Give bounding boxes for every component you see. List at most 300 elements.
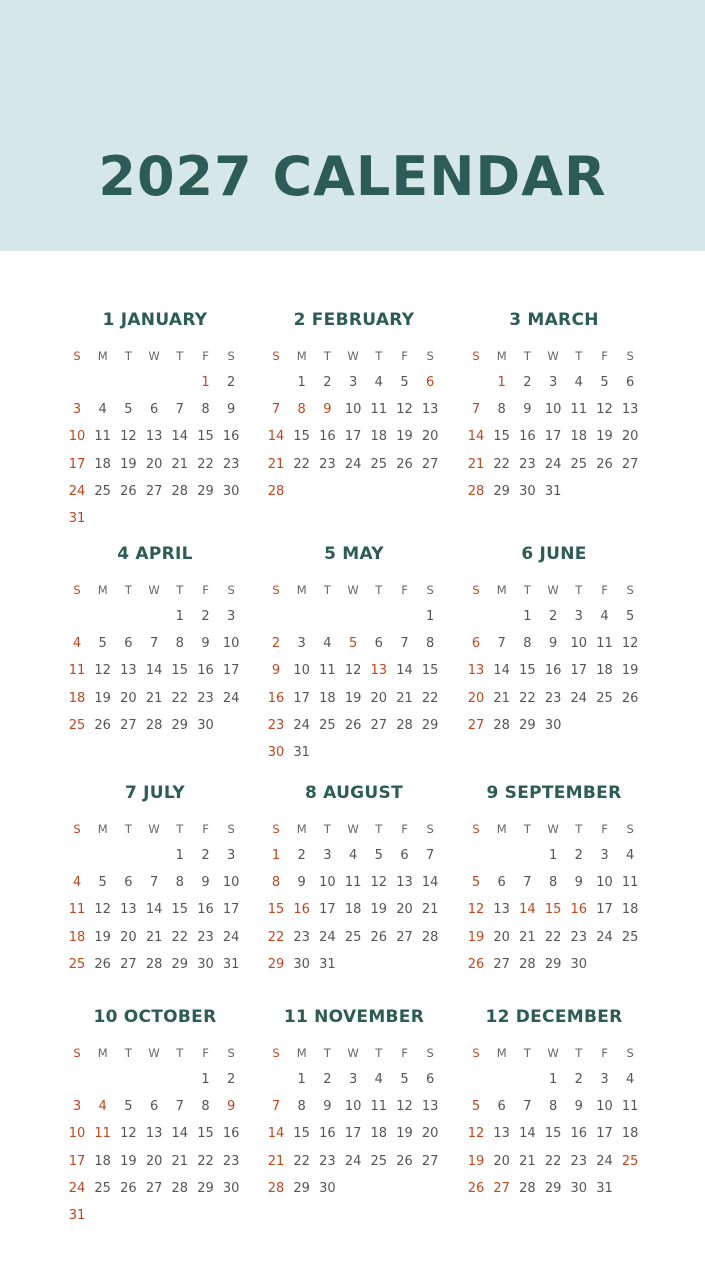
day-cell: 11 — [596, 636, 613, 652]
month-title — [64, 543, 246, 565]
weekday-label: M — [97, 583, 108, 597]
day-cell: 10 — [596, 1099, 613, 1115]
day-cell: 22 — [293, 1153, 310, 1169]
weekday-label: T — [176, 822, 184, 836]
day-cell: 4 — [323, 636, 332, 652]
month-name: SEPTEMBER — [504, 783, 622, 803]
month-name: MARCH — [527, 310, 599, 330]
day-cell: 15 — [493, 429, 510, 445]
day-cell: 4 — [626, 1072, 635, 1087]
weekday-label: T — [375, 349, 383, 363]
weekday-label: M — [97, 349, 108, 363]
day-cell: 17 — [319, 902, 336, 918]
weekday-label: S — [73, 583, 81, 597]
day-cell: 5 — [98, 875, 107, 891]
month-title — [263, 782, 445, 804]
day-cell: 14 — [171, 429, 189, 445]
weekday-label: S — [426, 1046, 434, 1060]
month-title — [463, 1006, 645, 1028]
weekday-label: W — [547, 583, 559, 597]
day-cell: 24 — [222, 929, 240, 945]
day-cell: 11 — [370, 1099, 388, 1115]
day-cell: 12 — [396, 1099, 413, 1115]
day-cell: 31 — [222, 956, 240, 972]
day-cell: 29 — [544, 1180, 562, 1196]
day-cell: 21 — [519, 929, 536, 945]
day-cell: 23 — [570, 1153, 588, 1169]
day-cell: 30 — [570, 1180, 588, 1196]
day-cell: 4 — [600, 609, 609, 624]
day-cell: 23 — [267, 717, 285, 733]
day-cell: 11 — [68, 902, 86, 918]
weekday-label: S — [426, 349, 434, 363]
day-cell: 21 — [145, 690, 163, 706]
day-cell: 14 — [145, 663, 163, 679]
weekday-label: F — [601, 349, 608, 363]
month-title — [263, 1006, 445, 1028]
weekday-label: W — [148, 583, 160, 597]
weekday-label: S — [626, 583, 634, 597]
day-cell: 22 — [197, 456, 214, 472]
day-cell: 19 — [396, 429, 413, 445]
weekday-label: S — [472, 1046, 480, 1060]
day-cell: 22 — [544, 1153, 562, 1169]
day-cell: 13 — [120, 663, 137, 679]
day-cell: 28 — [519, 1180, 536, 1196]
day-cell: 19 — [596, 429, 613, 445]
day-cell: 30 — [267, 745, 285, 760]
weekday-label: W — [547, 1046, 559, 1060]
day-cell: 1 — [523, 609, 532, 624]
day-cell: 4 — [98, 1099, 107, 1115]
day-cell: 17 — [222, 902, 240, 918]
weekday-label: S — [426, 822, 434, 836]
day-cell: 11 — [94, 429, 111, 445]
day-cell: 25 — [370, 456, 388, 472]
day-cell: 13 — [493, 902, 510, 918]
month-name: NOVEMBER — [314, 1007, 425, 1027]
day-cell: 28 — [145, 717, 163, 733]
weekday-label: T — [523, 583, 531, 597]
day-cell: 14 — [396, 663, 413, 679]
weekday-label: F — [601, 1046, 608, 1060]
day-cell: 31 — [293, 745, 310, 760]
day-cell: 7 — [471, 402, 481, 418]
day-cell: 23 — [197, 690, 214, 706]
day-cell: 17 — [68, 456, 86, 472]
day-cell: 12 — [467, 1126, 485, 1142]
day-cell: 30 — [519, 483, 536, 499]
weekday-label: T — [124, 349, 132, 363]
day-cell: 17 — [68, 1153, 86, 1169]
day-cell: 21 — [493, 690, 510, 706]
day-cell: 16 — [267, 690, 285, 706]
day-cell: 29 — [544, 956, 562, 972]
month-number: 1 — [102, 310, 115, 330]
month-number: 7 — [125, 783, 138, 803]
day-cell: 26 — [94, 956, 111, 972]
day-cell: 18 — [344, 902, 362, 918]
month-name: FEBRUARY — [311, 310, 415, 330]
day-cell: 17 — [222, 663, 240, 679]
day-cell: 28 — [467, 483, 485, 499]
weekday-label: T — [575, 1046, 583, 1060]
day-cell: 12 — [467, 902, 485, 918]
day-cell: 20 — [493, 1153, 510, 1169]
day-cell: 7 — [175, 402, 184, 418]
day-cell: 19 — [467, 1153, 485, 1169]
day-cell: 7 — [523, 875, 532, 891]
day-cell: 10 — [222, 636, 240, 652]
day-cell: 2 — [323, 375, 332, 390]
month-number: 11 — [283, 1007, 309, 1027]
day-cell: 9 — [323, 402, 332, 418]
day-cell: 1 — [497, 375, 506, 390]
day-cell: 26 — [120, 483, 137, 499]
weekday-label: T — [176, 1046, 184, 1060]
day-cell: 18 — [68, 690, 86, 706]
day-cell: 13 — [467, 663, 485, 679]
day-cell: 19 — [621, 663, 639, 679]
day-cell: 14 — [267, 1126, 285, 1142]
day-cell: 24 — [319, 929, 336, 945]
weekday-label: M — [296, 349, 307, 363]
day-cell: 5 — [124, 402, 133, 418]
weekday-label: T — [124, 583, 132, 597]
day-cell: 31 — [319, 956, 336, 972]
day-cell: 13 — [421, 1099, 439, 1115]
weekday-label: S — [73, 822, 81, 836]
day-cell: 15 — [293, 429, 310, 445]
day-cell: 29 — [421, 717, 439, 733]
weekday-label: T — [375, 822, 383, 836]
day-cell: 9 — [201, 875, 210, 891]
day-cell: 28 — [396, 717, 413, 733]
weekday-label: T — [375, 583, 383, 597]
day-cell: 14 — [519, 1126, 536, 1142]
day-cell: 15 — [293, 1126, 310, 1142]
day-cell: 21 — [467, 456, 485, 472]
day-cell: 12 — [120, 1126, 137, 1142]
day-cell: 9 — [227, 1099, 236, 1115]
day-cell: 23 — [319, 1153, 336, 1169]
day-cell: 18 — [596, 663, 613, 679]
day-cell: 4 — [348, 848, 358, 863]
day-cell: 27 — [145, 1180, 163, 1196]
day-cell: 19 — [120, 456, 137, 472]
day-cell: 7 — [523, 1099, 532, 1115]
day-cell: 13 — [421, 402, 439, 418]
month-name: AUGUST — [323, 783, 403, 803]
day-cell: 19 — [467, 929, 485, 945]
day-cell: 10 — [68, 429, 86, 445]
day-cell: 13 — [145, 429, 163, 445]
day-cell: 1 — [201, 375, 210, 390]
day-cell: 25 — [621, 929, 639, 945]
weekday-label: S — [73, 1046, 81, 1060]
day-cell: 19 — [120, 1153, 137, 1169]
day-cell: 8 — [548, 875, 558, 891]
day-cell: 21 — [519, 1153, 536, 1169]
day-cell: 20 — [120, 929, 137, 945]
day-cell: 2 — [201, 609, 210, 624]
day-cell: 10 — [570, 636, 588, 652]
day-cell: 27 — [467, 717, 485, 733]
weekday-label: F — [601, 583, 608, 597]
day-cell: 24 — [222, 690, 240, 706]
day-cell: 7 — [400, 636, 409, 652]
day-cell: 2 — [323, 1072, 332, 1087]
day-cell: 18 — [621, 1126, 639, 1142]
day-cell: 3 — [227, 609, 236, 624]
day-cell: 13 — [370, 663, 388, 679]
weekday-label: S — [227, 1046, 235, 1060]
day-cell: 29 — [171, 956, 189, 972]
day-cell: 18 — [94, 1153, 111, 1169]
day-cell: 6 — [124, 636, 133, 652]
day-cell: 4 — [574, 375, 583, 390]
day-cell: 31 — [68, 511, 86, 526]
month-number: 5 — [324, 544, 337, 564]
day-cell: 22 — [293, 456, 310, 472]
day-cell: 2 — [574, 1072, 583, 1087]
month-number: 8 — [305, 783, 318, 803]
day-cell: 18 — [319, 690, 336, 706]
weekday-label: W — [347, 822, 359, 836]
day-cell: 15 — [171, 663, 189, 679]
day-cell: 12 — [396, 402, 413, 418]
day-cell: 27 — [396, 929, 413, 945]
day-cell: 21 — [267, 456, 285, 472]
day-cell: 22 — [544, 929, 562, 945]
day-cell: 6 — [124, 875, 133, 891]
day-cell: 23 — [519, 456, 536, 472]
day-cell: 9 — [201, 636, 210, 652]
day-cell: 26 — [467, 1180, 485, 1196]
day-cell: 8 — [201, 402, 210, 418]
day-cell: 15 — [544, 1126, 562, 1142]
day-cell: 2 — [271, 636, 281, 652]
day-cell: 17 — [293, 690, 310, 706]
day-cell: 17 — [596, 902, 613, 918]
weekday-label: W — [148, 349, 160, 363]
day-cell: 14 — [519, 902, 536, 918]
weekday-label: M — [296, 583, 307, 597]
day-cell: 26 — [596, 456, 613, 472]
day-cell: 10 — [596, 875, 613, 891]
day-cell: 22 — [197, 1153, 214, 1169]
weekday-label: W — [148, 822, 160, 836]
day-cell: 6 — [426, 1072, 435, 1087]
month-name: JULY — [143, 783, 185, 803]
weekday-label: S — [227, 349, 235, 363]
day-cell: 6 — [626, 375, 635, 390]
day-cell: 9 — [297, 875, 306, 891]
weekday-label: T — [124, 822, 132, 836]
day-cell: 6 — [426, 375, 435, 390]
day-cell: 27 — [421, 456, 439, 472]
day-cell: 11 — [344, 875, 362, 891]
day-cell: 11 — [621, 875, 639, 891]
day-cell: 1 — [201, 1072, 210, 1087]
day-cell: 28 — [145, 956, 163, 972]
day-cell: 20 — [396, 902, 413, 918]
day-cell: 23 — [319, 456, 336, 472]
day-cell: 5 — [626, 609, 635, 624]
weekday-label: S — [272, 1046, 280, 1060]
month-title — [64, 309, 246, 331]
month-title — [463, 309, 645, 331]
day-cell: 21 — [267, 1153, 285, 1169]
weekday-label: F — [202, 822, 209, 836]
day-cell: 15 — [519, 663, 536, 679]
day-cell: 25 — [68, 956, 86, 972]
day-cell: 10 — [222, 875, 240, 891]
weekday-label: T — [323, 822, 331, 836]
day-cell: 1 — [426, 609, 435, 624]
day-cell: 11 — [94, 1126, 111, 1142]
day-cell: 8 — [426, 636, 435, 652]
day-cell: 24 — [596, 1153, 613, 1169]
day-cell: 26 — [396, 456, 413, 472]
day-cell: 21 — [145, 929, 163, 945]
day-cell: 19 — [94, 690, 111, 706]
weekday-label: S — [472, 583, 480, 597]
day-cell: 5 — [98, 636, 107, 652]
day-cell: 28 — [171, 483, 189, 499]
weekday-label: T — [575, 349, 583, 363]
day-cell: 13 — [493, 1126, 510, 1142]
day-cell: 12 — [370, 875, 388, 891]
day-cell: 17 — [596, 1126, 613, 1142]
day-cell: 26 — [396, 1153, 413, 1169]
day-cell: 10 — [344, 402, 362, 418]
weekday-label: F — [401, 583, 408, 597]
day-cell: 24 — [544, 456, 562, 472]
day-cell: 1 — [297, 375, 306, 390]
day-cell: 26 — [370, 929, 388, 945]
day-cell: 14 — [421, 875, 439, 891]
month-name: JUNE — [539, 544, 587, 564]
month-number: 12 — [485, 1007, 510, 1027]
day-cell: 10 — [68, 1126, 86, 1142]
day-cell: 25 — [344, 929, 362, 945]
day-cell: 27 — [370, 717, 388, 733]
day-cell: 3 — [348, 375, 358, 390]
day-cell: 30 — [197, 717, 214, 733]
day-cell: 11 — [68, 663, 86, 679]
day-cell: 8 — [297, 1099, 306, 1115]
day-cell: 23 — [544, 690, 562, 706]
weekday-label: T — [176, 583, 184, 597]
day-cell: 23 — [222, 456, 240, 472]
day-cell: 30 — [222, 483, 240, 499]
day-cell: 6 — [149, 1099, 159, 1115]
day-cell: 18 — [621, 902, 639, 918]
day-cell: 28 — [171, 1180, 189, 1196]
day-cell: 31 — [68, 1208, 86, 1223]
day-cell: 2 — [227, 375, 236, 390]
day-cell: 5 — [600, 375, 609, 390]
day-cell: 8 — [497, 402, 506, 418]
day-cell: 9 — [574, 875, 583, 891]
day-cell: 20 — [621, 429, 639, 445]
day-cell: 5 — [471, 1099, 481, 1115]
day-cell: 8 — [523, 636, 532, 652]
day-cell: 9 — [523, 402, 532, 418]
weekday-label: T — [523, 1046, 531, 1060]
day-cell: 30 — [293, 956, 310, 972]
day-cell: 19 — [396, 1126, 413, 1142]
month-name: MAY — [342, 544, 384, 564]
day-cell: 14 — [467, 429, 485, 445]
month-name: DECEMBER — [515, 1007, 623, 1027]
day-cell: 14 — [145, 902, 163, 918]
day-cell: 2 — [523, 375, 532, 390]
weekday-label: T — [176, 349, 184, 363]
day-cell: 3 — [297, 636, 306, 652]
weekday-label: F — [401, 349, 408, 363]
day-cell: 3 — [227, 848, 236, 863]
month-title — [263, 309, 445, 331]
day-cell: 12 — [94, 902, 111, 918]
day-cell: 28 — [267, 1180, 285, 1196]
weekday-label: W — [148, 1046, 160, 1060]
weekday-label: F — [202, 1046, 209, 1060]
day-cell: 16 — [293, 902, 310, 918]
day-cell: 29 — [197, 483, 214, 499]
weekday-label: W — [347, 349, 359, 363]
month-title — [263, 543, 445, 565]
weekday-label: W — [347, 583, 359, 597]
month-number: 9 — [486, 783, 499, 803]
day-cell: 2 — [201, 848, 210, 863]
day-cell: 25 — [319, 717, 336, 733]
weekday-label: S — [73, 349, 81, 363]
day-cell: 19 — [344, 690, 362, 706]
weekday-label: T — [575, 583, 583, 597]
day-cell: 30 — [197, 956, 214, 972]
day-cell: 3 — [548, 375, 558, 390]
day-cell: 23 — [222, 1153, 240, 1169]
month-number: 4 — [117, 544, 130, 564]
day-cell: 30 — [319, 1180, 336, 1196]
day-cell: 12 — [120, 429, 137, 445]
day-cell: 7 — [271, 402, 281, 418]
day-cell: 25 — [370, 1153, 388, 1169]
weekday-label: T — [523, 349, 531, 363]
day-cell: 23 — [293, 929, 310, 945]
day-cell: 5 — [400, 375, 409, 390]
day-cell: 9 — [574, 1099, 583, 1115]
day-cell: 6 — [400, 848, 409, 863]
day-cell: 31 — [544, 483, 562, 499]
day-cell: 17 — [544, 429, 562, 445]
day-cell: 3 — [574, 609, 583, 624]
day-cell: 21 — [421, 902, 439, 918]
day-cell: 7 — [175, 1099, 184, 1115]
day-cell: 13 — [396, 875, 413, 891]
day-cell: 16 — [222, 429, 240, 445]
day-cell: 25 — [621, 1153, 639, 1169]
day-cell: 2 — [227, 1072, 236, 1087]
day-cell: 5 — [400, 1072, 409, 1087]
day-cell: 7 — [426, 848, 435, 863]
day-cell: 2 — [297, 848, 306, 863]
day-cell: 18 — [370, 1126, 388, 1142]
weekday-label: F — [202, 583, 209, 597]
day-cell: 6 — [497, 1099, 506, 1115]
